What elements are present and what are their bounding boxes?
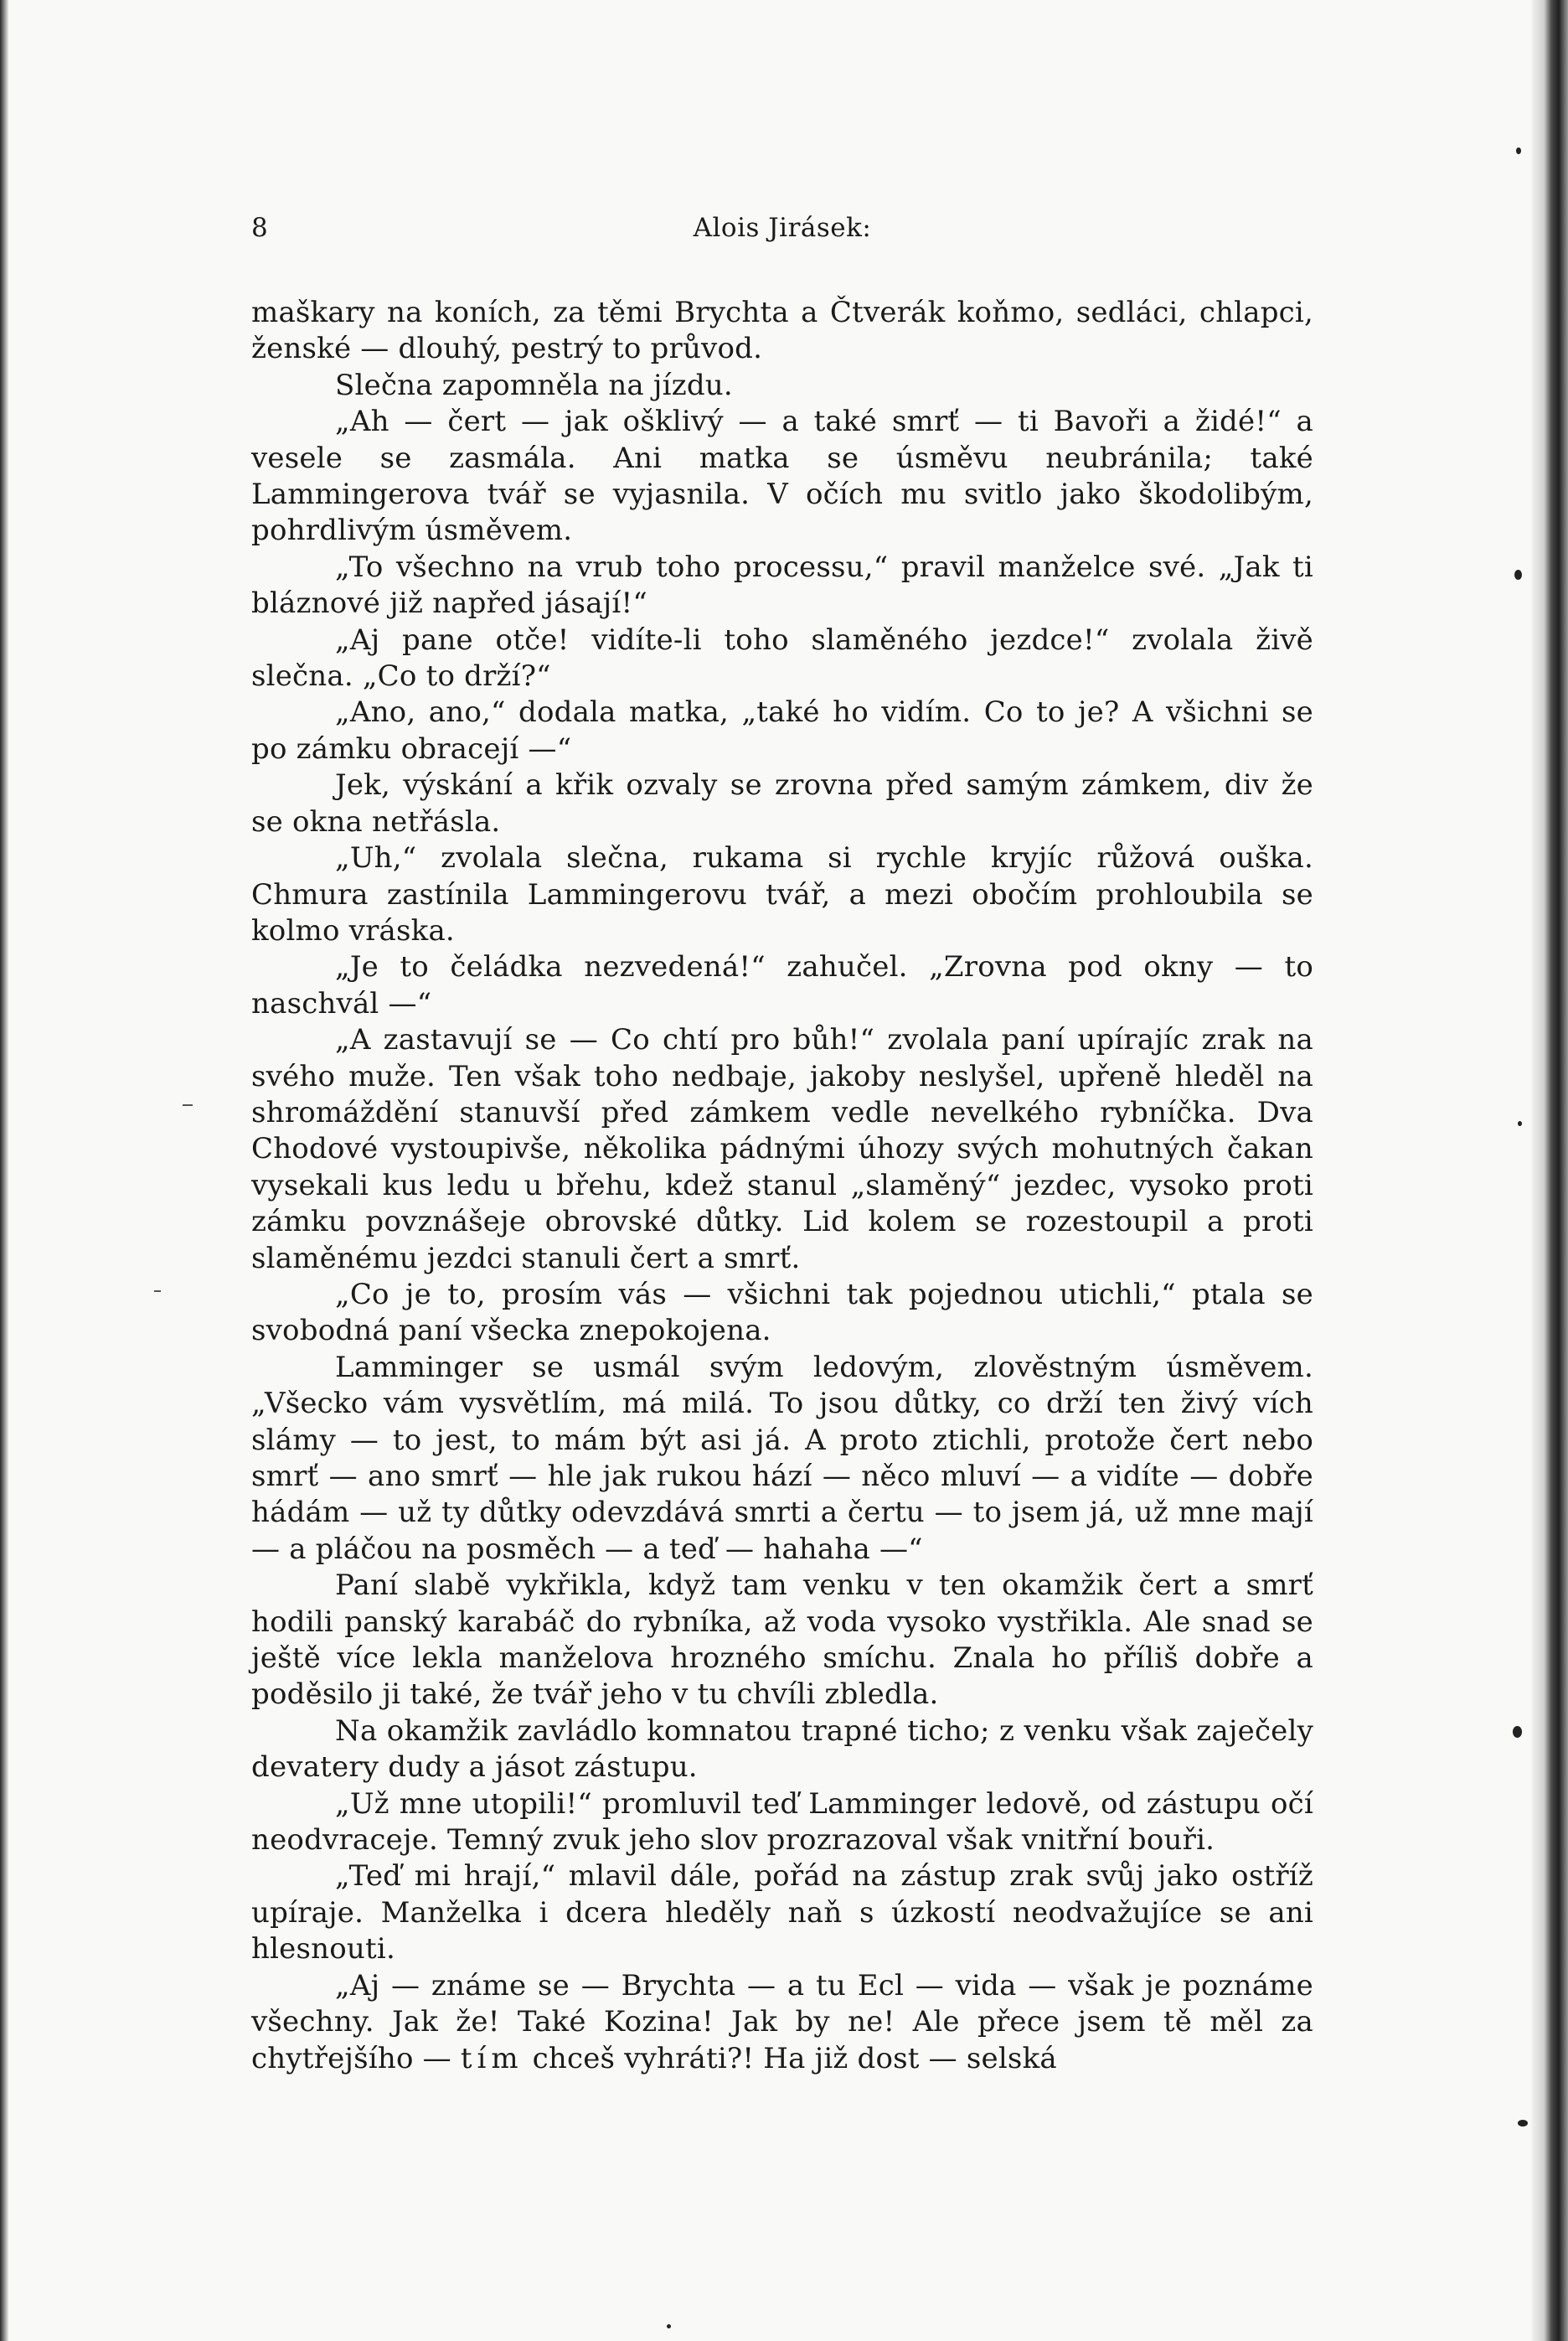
paragraph-3: „Ah — čert — jak ošklivý — a také smrť — ti Bavoři a židé!“ a vesele se zasmála. Ani matka se úsměvu neubránila; také Lammingerova tvář se vyjasnila. V očích mu svitlo jako škodolibým, pohrdlivým úsměvem. [251,405,1313,548]
scan-speck [1518,2120,1528,2127]
scan-speck [1513,1726,1522,1738]
paragraph-5: „Aj pane otče! vidíte-li toho slaměného jezdce!“ zvolala živě slečna. „Co to drží?“ [251,623,1313,694]
paragraph-11: „Co je to, prosím vás — všichni tak pojednou utichli,“ ptala se svobodná paní všecka znepokojena. [251,1277,1313,1348]
paragraph-4: „To všechno na vrub toho processu,“ pravil manželce své. „Jak ti bláznové již napřed jásají!“ [251,550,1313,621]
emphasized-word: tím [460,2041,524,2075]
paragraph-7: Jek, výskání a křik ozvaly se zrovna před samým zámkem, div že se okna netřásla. [251,768,1313,839]
paragraph-6: „Ano, ano,“ dodala matka, „také ho vidím. Co to je? A všichni se po zámku obracejí —“ [251,695,1313,766]
paragraph-14: Na okamžik zavládlo komnatou trapné ticho; z venku však zaječely devatery dudy a jásot zástupu. [251,1713,1313,1785]
paragraph-13: Paní slabě vykřikla, když tam venku v ten okamžik čert a smrť hodili panský karabáč do rybníka, až voda vysoko vystřikla. Ale snad se ještě více lekla manželova hrozného smíchu. Znala ho příliš dobře a poděsilo ji také, že tvář jeho v tu chvíli zbledla. [251,1568,1313,1712]
paragraph-17-start: „Aj — známe se — Brychta — a tu Ecl — vida — však je poznáme všechny. Jak že! Také Kozina! Jak by ne! Ale přece jsem tě měl za chytřejšího — [251,1968,1313,2075]
paragraph-16: „Teď mi hrají,“ mlavil dále, pořád na zástup zrak svůj jako ostříž upíraje. Manželka i dcera hleděly naň s úzkostí neodvažujíce se ani hlesnouti. [251,1859,1313,1966]
page-header [251,211,1313,245]
page-binding-edge [1531,0,1568,2341]
margin-mark [183,1104,193,1106]
scan-speck [667,2324,671,2328]
paragraph-1: maškary na koních, za těmi Brychta a Čtverák koňmo, sedláci, chlapci, ženské — dlouhý, pestrý to průvod. [251,296,1313,366]
running-title: Alois Jirásek: [693,213,872,243]
paragraph-17-end: chceš vyhráti?! Ha již dost — selská [523,2041,1057,2075]
page-left-shadow [0,0,8,2341]
scan-speck [1518,1121,1522,1126]
page-number: 8 [251,213,269,243]
paragraph-2: Slečna zapomněla na jízdu. [335,368,733,402]
margin-mark [154,1290,161,1292]
paragraph-10: „A zastavují se — Co chtí pro bůh!“ zvolala paní upírajíc zrak na svého muže. Ten však toho nedbaje, jakoby neslyšel, upřeně hleděl na shromáždění stanuvší před zámkem vedle nevelkého rybníčka. Dva Chodové vystoupivše, několika pádnými úhozy svých mohutných čakan vysekali kus ledu u břehu, kdež stanul „slaměný“ jezdec, vysoko proti zámku povznášeje obrovské důtky. Lid kolem se rozestoupil a proti slaměnému jezdci stanuli čert a smrť. [251,1023,1313,1275]
scan-speck [1514,570,1522,580]
body-text [251,295,1313,2077]
scan-speck [1516,147,1521,154]
paragraph-12: Lamminger se usmál svým ledovým, zlověstným úsměvem. „Všecko vám vysvětlím, má milá. To jsou důtky, co drží ten živý vích slámy — to jest, to mám být asi já. A proto ztichli, protože čert nebo smrť — ano smrť — hle jak rukou hází — něco mluví — a vidíte — dobře hádám — už ty důtky odevzdává smrti a čertu — to jsem já, už mne mají — a pláčou na posměch — a teď — hahaha —“ [251,1350,1313,1566]
paragraph-17 [251,1968,1313,2077]
paragraph-9: „Je to čeládka nezvedená!“ zahučel. „Zrovna pod okny — to naschvál —“ [251,950,1313,1021]
paragraph-15: „Už mne utopili!“ promluvil teď Lamminger ledově, od zástupu očí neodvraceje. Temný zvuk jeho slov prozrazoval však vnitřní bouři. [251,1786,1313,1858]
paragraph-8: „Uh,“ zvolala slečna, rukama si rychle kryjíc růžová ouška. Chmura zastínila Lammingerovu tvář, a mezi obočím prohloubila se kolmo vráska. [251,841,1313,948]
